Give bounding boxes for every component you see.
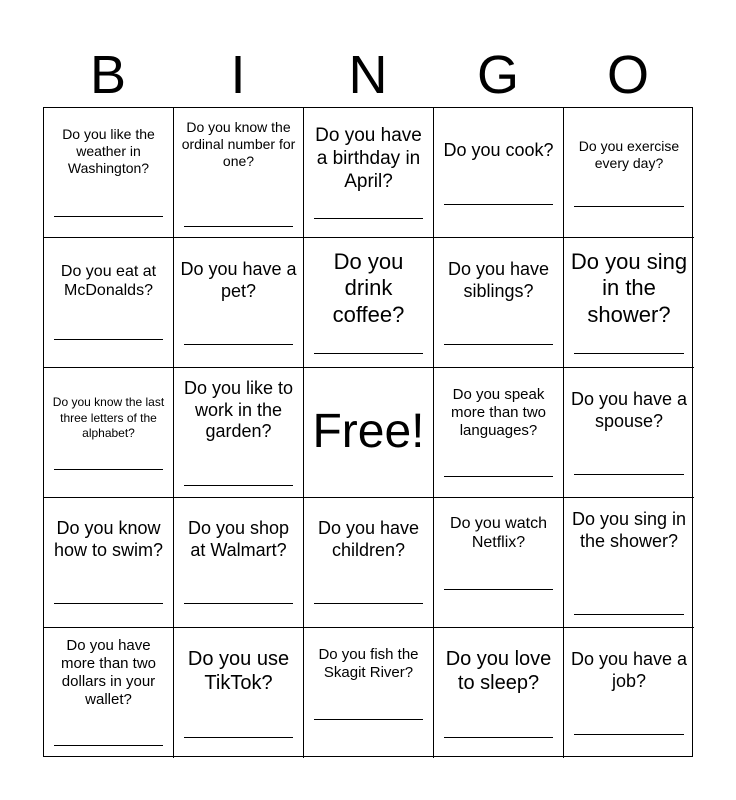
answer-line (444, 476, 553, 477)
cell-question: Do you have a birthday in April? (315, 125, 422, 192)
bingo-cell[interactable] (564, 108, 694, 238)
bingo-cell[interactable] (304, 498, 434, 628)
bingo-cell[interactable] (304, 628, 434, 758)
bingo-cell[interactable] (44, 108, 174, 238)
answer-line (184, 226, 293, 227)
answer-line (444, 344, 553, 345)
cell-question: Do you love to sleep? (445, 648, 552, 694)
answer-line (184, 485, 293, 486)
cell-question: Do you know the last three letters of the alphabet? (52, 395, 165, 441)
answer-line (184, 344, 293, 345)
answer-line (54, 216, 163, 217)
header-letter-o: O (606, 45, 649, 105)
cell-question: Do you have a job? (570, 649, 688, 691)
free-space-label: Free! (312, 405, 425, 458)
answer-line (314, 218, 423, 219)
bingo-cell[interactable] (174, 628, 304, 758)
answer-line (184, 603, 293, 604)
answer-line (574, 206, 684, 207)
cell-question: Do you know how to swim? (53, 518, 164, 560)
cell-question: Do you sing in the shower? (571, 509, 687, 551)
cell-question: Do you use TikTok? (187, 648, 290, 694)
bingo-cell[interactable] (564, 368, 694, 498)
answer-line (574, 614, 684, 615)
bingo-cell[interactable] (564, 498, 694, 628)
bingo-cell[interactable] (434, 368, 564, 498)
answer-line (574, 734, 684, 735)
answer-line (54, 339, 163, 340)
cell-question: Do you drink coffee? (332, 249, 405, 327)
bingo-cell[interactable] (434, 628, 564, 758)
bingo-cell[interactable] (304, 108, 434, 238)
cell-question: Do you shop at Walmart? (187, 518, 290, 560)
answer-line (314, 603, 423, 604)
bingo-cell[interactable] (564, 628, 694, 758)
answer-line (314, 719, 423, 720)
cell-question: Do you have siblings? (447, 259, 550, 301)
bingo-cell[interactable] (434, 238, 564, 368)
header-letter-n: N (348, 45, 388, 105)
cell-question: Do you exercise every day? (578, 138, 680, 171)
cell-question: Do you have a spouse? (570, 389, 688, 431)
bingo-header (43, 44, 693, 106)
bingo-card (43, 107, 693, 757)
free-space[interactable] (304, 368, 434, 498)
cell-question: Do you cook? (443, 140, 554, 160)
cell-question: Do you have a pet? (180, 259, 297, 301)
bingo-cell[interactable] (174, 108, 304, 238)
cell-question: Do you fish the Skagit River? (318, 646, 419, 681)
header-letter-g: G (476, 45, 519, 105)
answer-line (444, 204, 553, 205)
cell-question: Do you know the ordinal number for one? (181, 119, 296, 169)
cell-question: Do you have children? (317, 518, 420, 560)
cell-question: Do you eat at McDonalds? (60, 263, 157, 300)
cell-question: Do you sing in the shower? (570, 249, 688, 327)
bingo-cell[interactable] (434, 108, 564, 238)
answer-line (574, 353, 684, 354)
bingo-cell[interactable] (174, 238, 304, 368)
bingo-cell[interactable] (44, 498, 174, 628)
cell-question: Do you watch Netflix? (450, 515, 547, 552)
answer-line (184, 737, 293, 738)
answer-line (54, 469, 163, 470)
bingo-cell[interactable] (304, 238, 434, 368)
answer-line (314, 353, 423, 354)
answer-line (54, 745, 163, 746)
cell-question: Do you like the weather in Washington? (62, 126, 155, 176)
header-letter-b: B (89, 45, 127, 105)
bingo-cell[interactable] (174, 368, 304, 498)
bingo-cell[interactable] (44, 628, 174, 758)
cell-question: Do you like to work in the garden? (183, 378, 294, 442)
bingo-cell[interactable] (174, 498, 304, 628)
answer-line (444, 589, 553, 590)
answer-line (54, 603, 163, 604)
cell-question: Do you speak more than two languages? (450, 386, 547, 439)
answer-line (574, 474, 684, 475)
header-letter-i: I (230, 45, 246, 105)
bingo-cell[interactable] (434, 498, 564, 628)
bingo-cell[interactable] (564, 238, 694, 368)
cell-question: Do you have more than two dollars in your wallet? (60, 637, 157, 708)
answer-line (444, 737, 553, 738)
bingo-cell[interactable] (44, 238, 174, 368)
bingo-cell[interactable] (44, 368, 174, 498)
